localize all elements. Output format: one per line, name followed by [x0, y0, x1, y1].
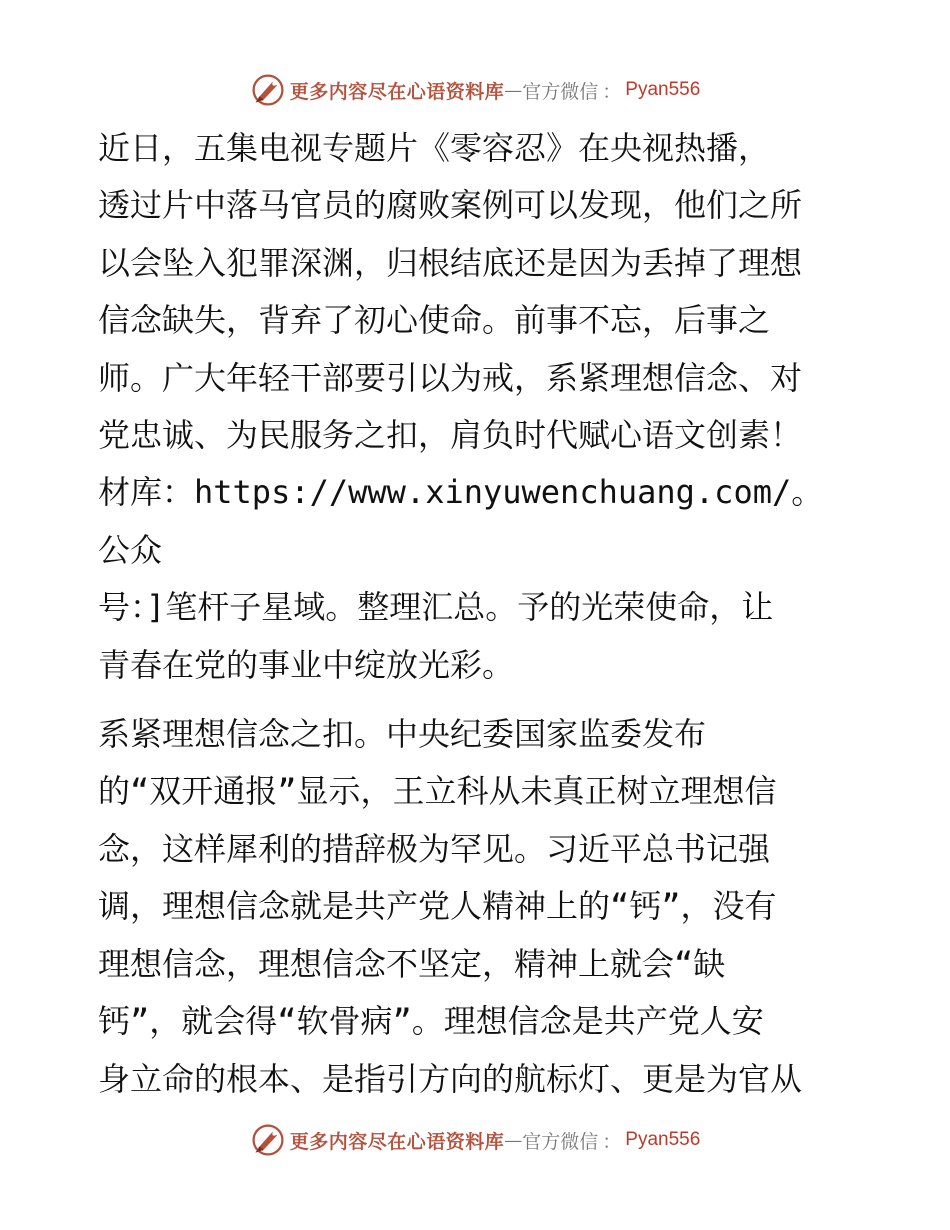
header-colon: ： [602, 80, 622, 103]
pen-nib-logo-icon [250, 72, 286, 108]
footer-colon: ： [602, 1130, 622, 1153]
footer-banner [0, 1118, 950, 1162]
header-wechat-id: Pyan556 [625, 79, 701, 100]
document-body [98, 120, 853, 1108]
pen-nib-logo-icon [250, 1122, 286, 1158]
footer-wechat-id: Pyan556 [625, 1129, 701, 1150]
footer-site-text: 更多内容尽在心语资料库 [289, 1130, 505, 1153]
header-banner [0, 68, 950, 112]
paragraph-1: 近日，五集电视专题片《零容忍》在央视热播， 透过片中落马官员的腐败案例可以发现，他们之所 以会坠入犯罪深渊，归根结底还是因为丢掉了理想 信念缺失，背弃了初心使命。前事不忘，后事之 师。广大年轻干部要引以为戒，系紧理想信念、对 党忠诚、为民服务之扣，肩负时代赋心语文创素！ 材库：https://www.xinyuwenchuang.com/。公众 号：]笔杆子星域。整理汇总。予的光荣使命，让 青春在党的事业中绽放光彩。 [98, 129, 824, 684]
header-site-text: 更多内容尽在心语资料库 [289, 80, 505, 103]
paragraph-2: 系紧理想信念之扣。中央纪委国家监委发布 的“双开通报”显示，王立科从未真正树立理想信 念，这样犀利的措辞极为罕见。习近平总书记强 调，理想信念就是共产党人精神上的“钙”，没有 理想信念，理想信念不坚定，精神上就会“缺 钙”，就会得“软骨病”。理想信念是共产党人安 身立命的根本、是指引方向的航标灯、更是为官从 [98, 715, 803, 1098]
header-dash: — [504, 79, 523, 101]
footer-dash: — [504, 1129, 523, 1151]
header-wechat-label: 官方微信 [522, 80, 599, 103]
footer-wechat-label: 官方微信 [522, 1130, 599, 1153]
